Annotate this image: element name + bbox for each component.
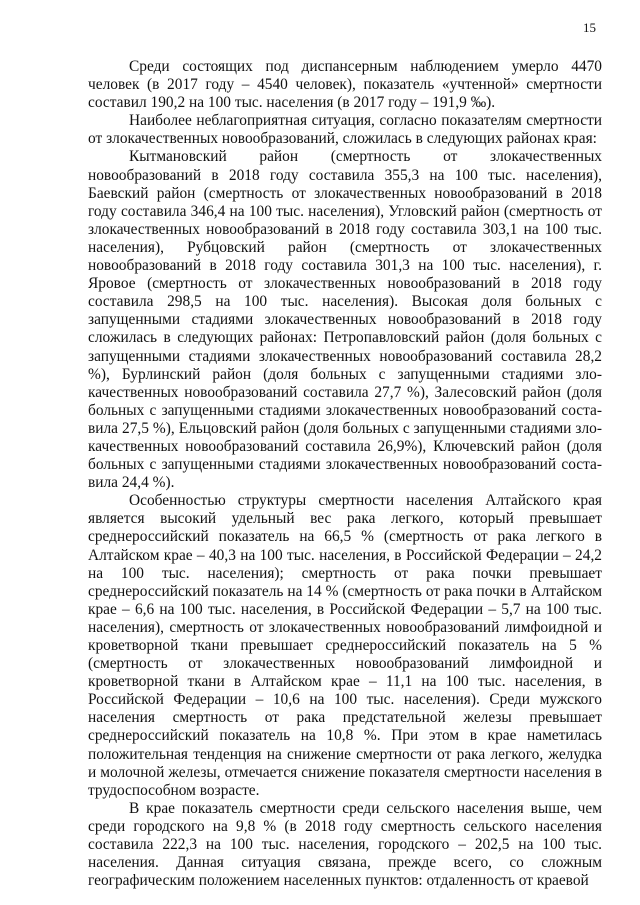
paragraph-unfavorable-situation: Наиболее неблагоприятная ситуация, согласно показателям смертности от злокачественных новообразований, сложилась в следующих районах края: [88,112,602,148]
paragraph-dispensary-mortality: Среди состоящих под диспансерным наблюдением умерло 4470 человек (в 2017 году – 4540 человек), показатель «учтенной» смертности составил 190,2 на 100 тыс. населения (в 2017 году – 191,9 ‰). [88,58,602,112]
paragraph-mortality-structure: Особенностью структуры смертности населения Алтайского края является высокий удельный вес рака легкого, который превышает среднероссийский показатель на 66,5 % (смертность от рака легкого в Алтайском крае – 40,3 на 100 тыс. населения, в Российской Федерации – 24,2 на 100 тыс. населения); смертность от рака почки превышает среднероссийский показатель на 14 % (смертность от рака почки в Алтайском крае – 6,6 на 100 тыс. населения, в Российской Федерации – 5,7 на 100 тыс. населения), смертность от злокачественных новообразований лимфоидной и кроветворной ткани превышает среднероссийский показатель на 5 % (смертность от злокачественных новообразований лимфоидной и кроветворной ткани в Алтайском крае – 11,1 на 100 тыс. населения, в Российской Федерации – 10,6 на 100 тыс. населения). Среди мужского населения смертность от рака предстательной железы превышает среднероссийский показатель на 10,8 %. При этом в крае наметилась положительная тенденция на снижение смертности от рака легкого, желудка и молочной железы, отмечается снижение показателя смертности населения в трудоспособном возрасте. [88,492,602,799]
paragraph-rural-urban: В крае показатель смертности среди сельского населения выше, чем среди городского на 9,8 % (в 2018 году смертность сельского населения составила 222,3 на 100 тыс. населения, городского – 202,5 на 100 тыс. населения. Данная ситуация связана, прежде всего, со сложным географическим положением населенных пунктов: отдаленность от краевой [88,799,602,890]
paragraph-district-list: Кытмановский район (смертность от злокачественных новообразований в 2018 году составила 355,3 на 100 тыс. населения), Баевский район (смертность от злокачественных новообразований в 2018 году составила 346,4 на 100 тыс. населения), Угловский район (смертность от злокачественных новообразований в 2018 году составила 303,1 на 100 тыс. населения), Рубцовский район (смертность от злокачественных новообразований в 2018 году составила 301,3 на 100 тыс. населения), г. Яровое (смертность от злокачественных новообразований в 2018 году составила 298,5 на 100 тыс. населения). Высокая доля больных с запущенными стадиями злокачественных новообразований в 2018 году сложилась в следующих районах: Петропавловский район (доля больных с запущенными стадиями злокачественных новообразований составила 28,2 %), Бурлинский район (доля больных с запущенными стадиями злокачественных новообразований составила 27,7 %), Залесовский район (доля больных с запущенными стадиями злокачественных новообразований составила 27,5 %), Ельцовский район (доля больных с запущенными стадиями злокачественных новообразований составила 26,9%), Ключевский район (доля больных с запущенными стадиями злокачественных новообразований составила 24,4 %). [88,148,602,492]
page-number: 15 [583,20,596,35]
